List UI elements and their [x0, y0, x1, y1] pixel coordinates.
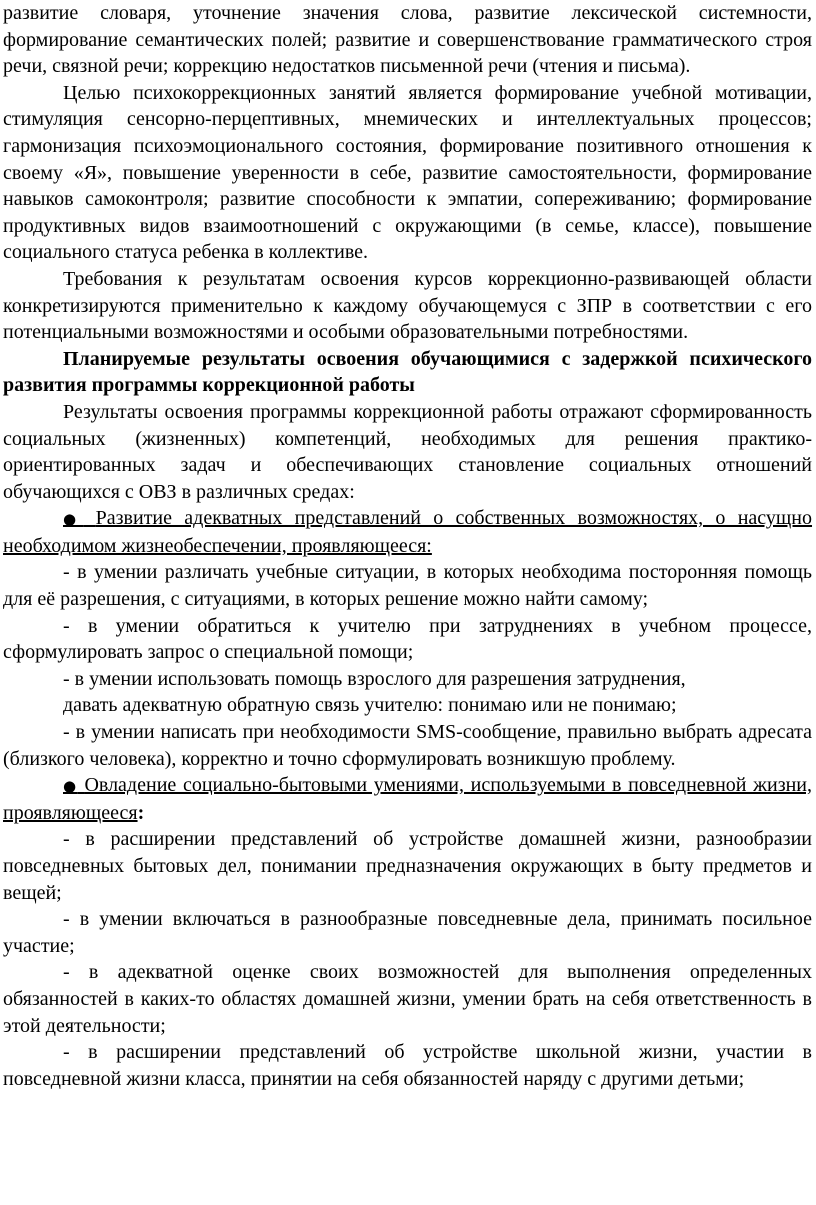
list-item: - в умении обратиться к учителю при затруднениях в учебном процессе, сформулировать запрос о специальной помощи; [3, 614, 812, 664]
list-item: - в умении использовать помощь взрослого для разрешения затруднения, [63, 667, 686, 690]
section-heading: Планируемые результаты освоения обучающимися с задержкой психического развития программы коррекционной работы [3, 347, 812, 397]
list-item: - в расширении представлений об устройстве домашней жизни, разнообразии повседневных бытовых дел, понимании предназначения окружающих в быту предметов и вещей; [3, 828, 812, 904]
paragraph-results-intro: Результаты освоения программы коррекционной работы отражают сформированность социальных (жизненных) компетенций, необходимых для решения практико-ориентированных задач и обеспечивающих становление социальных отношений обучающихся с ОВЗ в различных средах: [3, 400, 812, 503]
list-item: - в адекватной оценке своих возможностей для выполнения определенных обязанностей в каких-то областях домашней жизни, умении брать на себя ответственность в этой деятельности; [3, 961, 812, 1037]
list-item: давать адекватную обратную связь учителю: понимаю или не понимаю; [63, 694, 677, 717]
list-item: - в расширении представлений об устройстве школьной жизни, участии в повседневной жизни класса, принятии на себя обязанностей наряду с другими детьми; [3, 1041, 812, 1090]
list-item: - в умении различать учебные ситуации, в которых необходима посторонняя помощь для её разрешения, с ситуациями, в которых решение можно найти самому; [3, 561, 812, 611]
section-2-title-text: Овладение социально-бытовыми умениями, используемыми в повседневной жизни, проявляющееся [3, 774, 812, 824]
section-2-title-colon: : [137, 801, 145, 824]
bullet-icon: ● [63, 510, 84, 529]
bullet-icon: ● [63, 777, 78, 796]
bullet-section-1-title [3, 505, 812, 559]
paragraph-requirements: Требования к результатам освоения курсов коррекционно-развивающей области конкретизируются применительно к каждому обучающемуся с ЗПР в соответствии с его потенциальными возможностями и особыми образовательными потребностями. [3, 267, 812, 344]
section-1-title-text: Развитие адекватных представлений о собственных возможностях, о насущно необходимом жизнеобеспечении, проявляющееся: [3, 507, 813, 557]
list-item: - в умении включаться в разнообразные повседневные дела, принимать посильное участие; [3, 908, 812, 957]
list-item: - в умении написать при необходимости SMS-сообщение, правильно выбрать адресата (близкого человека), корректно и точно сформулировать возникшую проблему. [3, 721, 812, 770]
paragraph-psychocorrection-goal: Целью психокоррекционных занятий является формирование учебной мотивации, стимуляция сенсорно-перцептивных, мнемических и интеллектуальных процессов; гармонизация психоэмоционального состояния, формирование позитивного отношения к своему «Я», повышение уверенности в себе, развитие самостоятельности, формирование навыков самоконтроля; развитие способности к эмпатии, сопереживанию; формирование продуктивных видов взаимоотношений с окружающими (в семье, классе), повышение социального статуса ребенка в коллективе. [3, 81, 812, 264]
paragraph-speech-development: развитие словаря, уточнение значения слова, развитие лексической системности, формирование семантических полей; развитие и совершенствование грамматического строя речи, связной речи; коррекцию недостатков письменной речи (чтения и письма). [3, 2, 812, 78]
bullet-section-2-title [3, 772, 812, 826]
